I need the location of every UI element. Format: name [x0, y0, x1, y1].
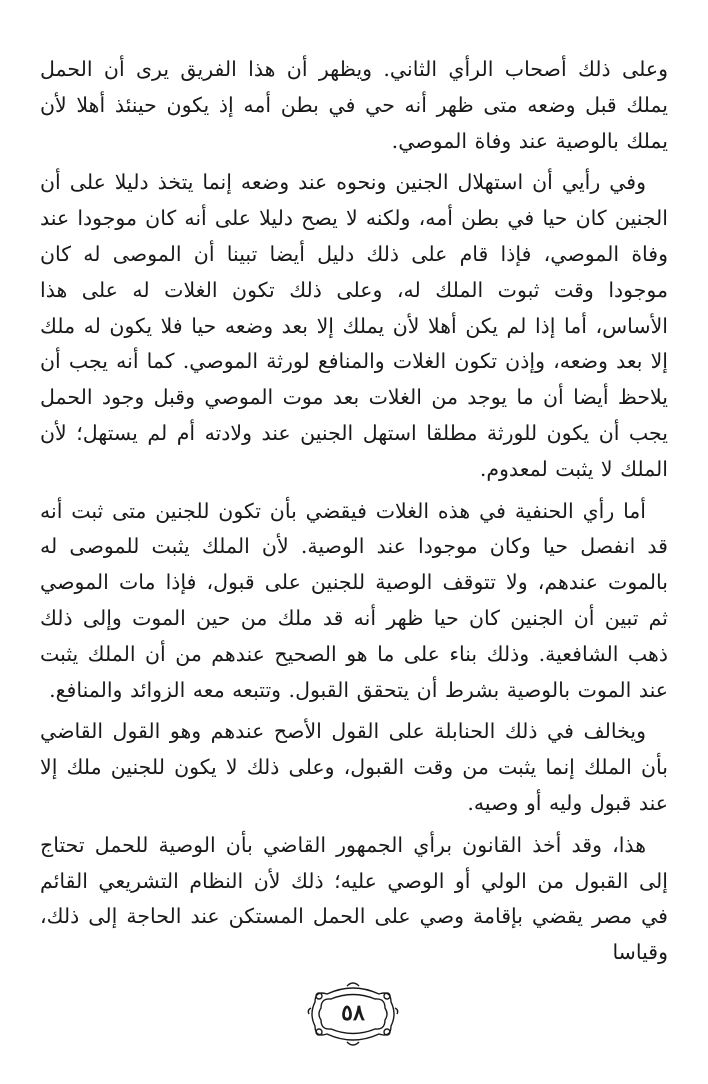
- page-number: ٥٨: [341, 1000, 365, 1026]
- paragraph-2: وفي رأيي أن استهلال الجنين ونحوه عند وضعه إنما يتخذ دليلا على أن الجنين كان حيا في بطن أمه، ولكنه لا يصح دليلا على أنه كان موجودا عند وفاة الموصي، فإذا قام على ذلك دليل أيضا تبينا أن الموصى له كان موجودا وقت ثبوت الملك له، وعلى ذلك تكون الغلات له على هذا الأساس، أما إذا لم يكن أهلا لأن يملك إلا بعد وضعه حيا فلا يكون له ملك إلا بعد وضعه، وإذن تكون الغلات والمنافع لورثة الموصي. كما أنه يجب أن يلاحظ أيضا أن ما يوجد من الغلات بعد موت الموصي وقبل وجود الحمل يجب أن يكون للورثة مطلقا استهل الجنين عند ولادته أم لم يستهل؛ لأن الملك لا يثبت لمعدوم.: [40, 170, 668, 481]
- paragraph-3: أما رأي الحنفية في هذه الغلات فيقضي بأن تكون للجنين متى ثبت أنه قد انفصل حيا وكان موجودا عند الوصية. لأن الملك يثبت للموصى له بالموت عندهم، ولا تتوقف الوصية للجنين على قبول، فإذا مات الموصي ثم تبين أن الجنين كان حيا ظهر أنه قد ملك من حين الموت وإلى ذلك ذهب الشافعية. وذلك بناء على ما هو الصحيح عندهم من أن الملك يثبت عند الموت بالوصية بشرط أن يتحقق القبول. وتتبعه معه الزوائد والمنافع.: [40, 498, 668, 702]
- paragraph-5: هذا، وقد أخذ القانون برأي الجمهور القاضي بأن الوصية للحمل تحتاج إلى القبول من الولي أو الوصي عليه؛ ذلك لأن النظام التشريعي القائم في مصر يقضي بإقامة وصي على الحمل المستكن عند الحاجة إلى ذلك، وقياسا: [40, 832, 668, 965]
- page-text-body: [40, 52, 668, 977]
- paragraph-4: ويخالف في ذلك الحنابلة على القول الأصح عندهم وهو القول القاضي بأن الملك إنما يثبت من وقت القبول، وعلى ذلك لا يكون للجنين ملك إلا عند قبول وليه أو وصيه.: [40, 719, 668, 815]
- page-number-ornament: [307, 980, 399, 1048]
- paragraph-1: وعلى ذلك أصحاب الرأي الثاني. ويظهر أن هذا الفريق يرى أن الحمل يملك قبل وضعه متى ظهر أنه حي في بطن أمه إذ يكون حينئذ أهلا لأن يملك بالوصية عند وفاة الموصي.: [40, 57, 668, 153]
